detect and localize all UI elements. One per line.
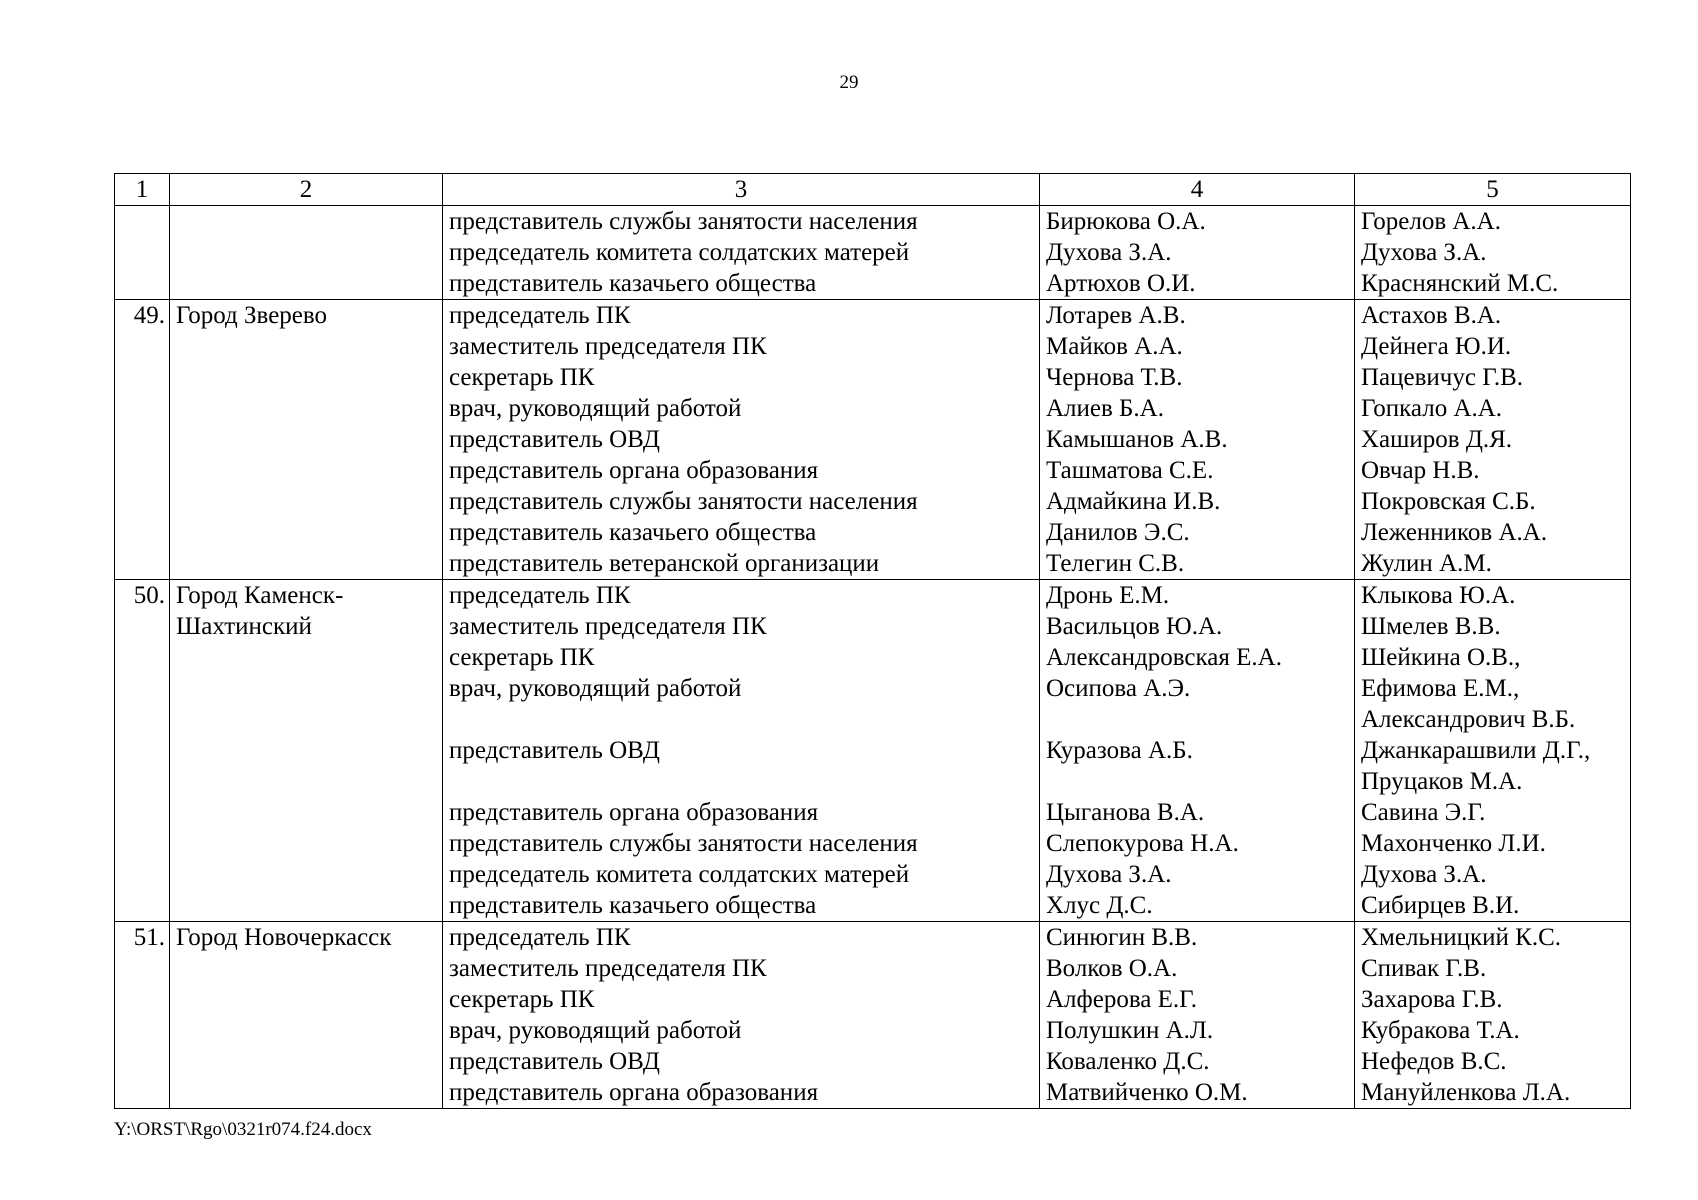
role-line: заместитель председателя ПК	[449, 333, 767, 360]
member-name: Васильцов Ю.А.	[1046, 613, 1223, 640]
page-number: 29	[839, 72, 859, 93]
member-name: Артюхов О.И.	[1046, 270, 1196, 297]
member-name: Цыганова В.А.	[1046, 799, 1205, 826]
reserve-name: Захарова Г.В.	[1361, 986, 1503, 1013]
reserve-name: Овчар Н.В.	[1361, 457, 1480, 484]
member-cell	[1040, 580, 1355, 922]
row-number: 51.	[115, 922, 170, 1109]
reserve-name: Шмелев В.В.	[1361, 613, 1501, 640]
reserve-name: Клыкова Ю.А.	[1361, 582, 1516, 609]
reserve-name: Духова З.А.	[1361, 861, 1487, 888]
role-line: представитель службы занятости населения	[449, 208, 918, 235]
member-name: Майков А.А.	[1046, 333, 1183, 360]
city-cell	[170, 300, 443, 580]
table-row	[115, 580, 1631, 922]
member-name	[1046, 704, 1348, 735]
reserve-name: Дейнега Ю.И.	[1361, 333, 1512, 360]
role-line: представитель казачьего общества	[449, 270, 817, 297]
reserve-cell	[1355, 300, 1631, 580]
city-name-line: Город Каменск-	[176, 582, 344, 609]
role-cell	[443, 300, 1040, 580]
table-row	[115, 300, 1631, 580]
city-name-line: Шахтинский	[176, 613, 312, 640]
role-line: представитель ветеранской организации	[449, 550, 880, 577]
role-line	[449, 766, 1033, 797]
member-name: Камышанов А.В.	[1046, 426, 1228, 453]
footer-file-path: Y:\ORST\Rgo\0321r074.f24.docx	[114, 1119, 372, 1140]
role-line: врач, руководящий работой	[449, 675, 742, 702]
role-line: председатель ПК	[449, 302, 631, 329]
role-cell	[443, 922, 1040, 1109]
member-name: Алиев Б.А.	[1046, 395, 1164, 422]
table-row	[115, 206, 1631, 300]
member-name: Духова З.А.	[1046, 861, 1172, 888]
member-name: Синюгин В.В.	[1046, 924, 1198, 951]
member-name: Хлус Д.С.	[1046, 892, 1153, 919]
role-line: секретарь ПК	[449, 644, 595, 671]
member-name: Куразова А.Б.	[1046, 737, 1193, 764]
member-name: Матвийченко О.М.	[1046, 1079, 1248, 1106]
header-col-3: 3	[443, 174, 1040, 206]
reserve-cell	[1355, 206, 1631, 300]
row-number: 49.	[115, 300, 170, 580]
header-col-4: 4	[1040, 174, 1355, 206]
row-number: 50.	[115, 580, 170, 922]
reserve-name: Ефимова Е.М.,	[1361, 675, 1520, 702]
member-name: Бирюкова О.А.	[1046, 208, 1206, 235]
reserve-name: Хмельницкий К.С.	[1361, 924, 1561, 951]
member-name	[1046, 766, 1348, 797]
member-name: Дронь Е.М.	[1046, 582, 1170, 609]
role-line: заместитель председателя ПК	[449, 613, 767, 640]
role-line: представитель органа образования	[449, 799, 819, 826]
role-line: представитель органа образования	[449, 457, 819, 484]
member-name: Осипова А.Э.	[1046, 675, 1191, 702]
commission-table	[114, 173, 1631, 1109]
reserve-cell	[1355, 580, 1631, 922]
table-body	[115, 206, 1631, 1109]
role-line: председатель комитета солдатских матерей	[449, 861, 910, 888]
role-line	[449, 704, 1033, 735]
header-col-5: 5	[1355, 174, 1631, 206]
reserve-name: Жулин А.М.	[1361, 550, 1492, 577]
role-line: секретарь ПК	[449, 364, 595, 391]
role-cell	[443, 206, 1040, 300]
role-line: председатель ПК	[449, 582, 631, 609]
city-cell	[170, 206, 443, 300]
reserve-name: Краснянский М.С.	[1361, 270, 1559, 297]
reserve-name: Спивак Г.В.	[1361, 955, 1487, 982]
reserve-name: Покровская С.Б.	[1361, 488, 1536, 515]
member-name: Волков О.А.	[1046, 955, 1178, 982]
member-name: Ташматова С.Е.	[1046, 457, 1214, 484]
role-line: председатель ПК	[449, 924, 631, 951]
member-name: Коваленко Д.С.	[1046, 1048, 1210, 1075]
member-name: Слепокурова Н.А.	[1046, 830, 1239, 857]
role-line: секретарь ПК	[449, 986, 595, 1013]
role-line: представитель органа образования	[449, 1079, 819, 1106]
member-name: Алферова Е.Г.	[1046, 986, 1198, 1013]
header-col-2: 2	[170, 174, 443, 206]
reserve-name: Духова З.А.	[1361, 239, 1487, 266]
role-line: врач, руководящий работой	[449, 1017, 742, 1044]
table-row	[115, 922, 1631, 1109]
role-line: представитель службы занятости населения	[449, 830, 918, 857]
reserve-name: Кубракова Т.А.	[1361, 1017, 1520, 1044]
member-cell	[1040, 206, 1355, 300]
member-name: Духова З.А.	[1046, 239, 1172, 266]
reserve-cell	[1355, 922, 1631, 1109]
role-line: представитель ОВД	[449, 426, 660, 453]
role-line: представитель службы занятости населения	[449, 488, 918, 515]
city-name-line: Город Новочеркасск	[176, 924, 392, 951]
reserve-name: Гопкало А.А.	[1361, 395, 1503, 422]
reserve-name: Пацевичус Г.В.	[1361, 364, 1524, 391]
reserve-name: Шейкина О.В.,	[1361, 644, 1521, 671]
row-number	[115, 206, 170, 300]
reserve-name: Хаширов Д.Я.	[1361, 426, 1513, 453]
city-name-line: Город Зверево	[176, 302, 328, 329]
reserve-name: Нефедов В.С.	[1361, 1048, 1507, 1075]
role-line: представитель ОВД	[449, 1048, 660, 1075]
header-row	[115, 174, 1631, 206]
reserve-name: Савина Э.Г.	[1361, 799, 1486, 826]
reserve-name: Астахов В.А.	[1361, 302, 1502, 329]
reserve-name: Мануйленкова Л.А.	[1361, 1079, 1571, 1106]
member-name: Телегин С.В.	[1046, 550, 1185, 577]
member-cell	[1040, 922, 1355, 1109]
city-cell	[170, 580, 443, 922]
reserve-name: Александрович В.Б.	[1361, 706, 1576, 733]
reserve-name: Джанкарашвили Д.Г.,	[1361, 737, 1591, 764]
reserve-name: Махонченко Л.И.	[1361, 830, 1546, 857]
member-name: Александровская Е.А.	[1046, 644, 1282, 671]
role-line: представитель казачьего общества	[449, 892, 817, 919]
member-name: Чернова Т.В.	[1046, 364, 1183, 391]
reserve-name: Пруцаков М.А.	[1361, 768, 1523, 795]
role-line: врач, руководящий работой	[449, 395, 742, 422]
member-name: Полушкин А.Л.	[1046, 1017, 1214, 1044]
role-line: председатель комитета солдатских матерей	[449, 239, 910, 266]
member-name: Данилов Э.С.	[1046, 519, 1190, 546]
member-cell	[1040, 300, 1355, 580]
reserve-name: Горелов А.А.	[1361, 208, 1501, 235]
header-col-1: 1	[115, 174, 170, 206]
reserve-name: Леженников А.А.	[1361, 519, 1548, 546]
reserve-name: Сибирцев В.И.	[1361, 892, 1520, 919]
member-name: Лотарев А.В.	[1046, 302, 1186, 329]
role-cell	[443, 580, 1040, 922]
role-line: заместитель председателя ПК	[449, 955, 767, 982]
role-line: представитель казачьего общества	[449, 519, 817, 546]
role-line: представитель ОВД	[449, 737, 660, 764]
member-name: Адмайкина И.В.	[1046, 488, 1221, 515]
city-cell	[170, 922, 443, 1109]
